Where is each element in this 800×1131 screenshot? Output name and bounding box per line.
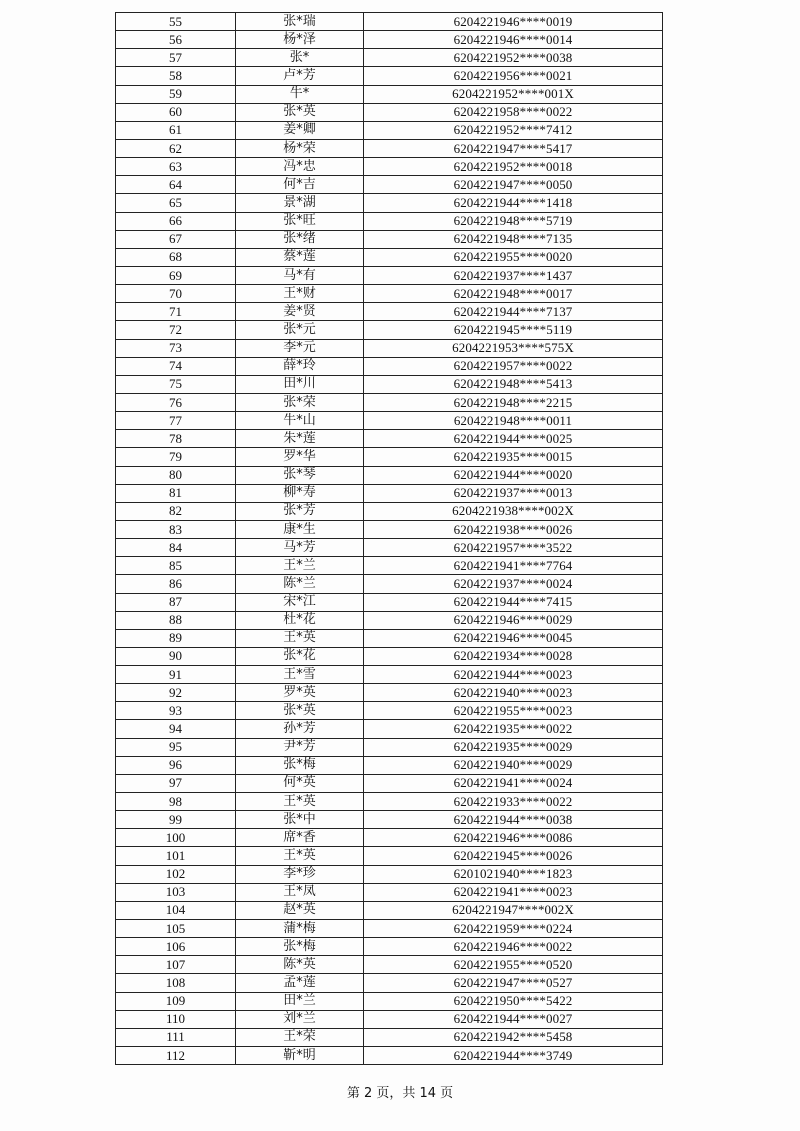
- row-number-cell: 62: [116, 139, 236, 157]
- name-cell: 王*英: [236, 847, 364, 865]
- table-row: [116, 883, 663, 901]
- row-number-cell: 93: [116, 702, 236, 720]
- table-row: [116, 448, 663, 466]
- id-number-cell: 6204221942****5458: [364, 1028, 663, 1046]
- row-number-cell: 60: [116, 103, 236, 121]
- table-row: [116, 738, 663, 756]
- row-number-cell: 98: [116, 793, 236, 811]
- table-row: [116, 593, 663, 611]
- name-cell: 尹*芳: [236, 738, 364, 756]
- name-cell: 王*英: [236, 629, 364, 647]
- row-number-cell: 75: [116, 375, 236, 393]
- id-number-cell: 6204221933****0022: [364, 793, 663, 811]
- id-number-cell: 6204221948****2215: [364, 393, 663, 411]
- table-row: [116, 1047, 663, 1065]
- name-cell: 牛*山: [236, 412, 364, 430]
- row-number-cell: 59: [116, 85, 236, 103]
- name-cell: 王*兰: [236, 557, 364, 575]
- name-cell: 田*兰: [236, 992, 364, 1010]
- name-cell: 张*芳: [236, 502, 364, 520]
- row-number-cell: 64: [116, 176, 236, 194]
- name-cell: 杨*荣: [236, 139, 364, 157]
- row-number-cell: 105: [116, 920, 236, 938]
- name-cell: 杨*泽: [236, 31, 364, 49]
- table-row: [116, 502, 663, 520]
- name-cell: 李*珍: [236, 865, 364, 883]
- id-number-cell: 6204221953****575X: [364, 339, 663, 357]
- table-row: [116, 67, 663, 85]
- id-number-cell: 6204221947****0050: [364, 176, 663, 194]
- name-cell: 景*湖: [236, 194, 364, 212]
- row-number-cell: 99: [116, 811, 236, 829]
- id-number-cell: 6204221941****0023: [364, 883, 663, 901]
- row-number-cell: 68: [116, 248, 236, 266]
- id-number-cell: 6204221946****0014: [364, 31, 663, 49]
- row-number-cell: 65: [116, 194, 236, 212]
- table-row: [116, 121, 663, 139]
- table-row: [116, 158, 663, 176]
- id-number-cell: 6204221944****1418: [364, 194, 663, 212]
- name-cell: 刘*兰: [236, 1010, 364, 1028]
- table-row: [116, 811, 663, 829]
- row-number-cell: 69: [116, 266, 236, 284]
- table-row: [116, 684, 663, 702]
- id-number-cell: 6204221958****0022: [364, 103, 663, 121]
- name-cell: 冯*忠: [236, 158, 364, 176]
- id-number-cell: 6204221934****0028: [364, 647, 663, 665]
- table-row: [116, 865, 663, 883]
- table-row: [116, 847, 663, 865]
- table-row: [116, 756, 663, 774]
- table-row: [116, 720, 663, 738]
- name-cell: 孙*芳: [236, 720, 364, 738]
- table-row: [116, 575, 663, 593]
- name-cell: 罗*华: [236, 448, 364, 466]
- row-number-cell: 73: [116, 339, 236, 357]
- id-number-cell: 6204221957****0022: [364, 357, 663, 375]
- table-row: [116, 103, 663, 121]
- row-number-cell: 78: [116, 430, 236, 448]
- id-number-cell: 6204221945****5119: [364, 321, 663, 339]
- id-number-cell: 6204221950****5422: [364, 992, 663, 1010]
- id-number-cell: 6204221948****0011: [364, 412, 663, 430]
- table-row: [116, 285, 663, 303]
- id-number-cell: 6204221940****0029: [364, 756, 663, 774]
- row-number-cell: 109: [116, 992, 236, 1010]
- row-number-cell: 82: [116, 502, 236, 520]
- row-number-cell: 103: [116, 883, 236, 901]
- row-number-cell: 74: [116, 357, 236, 375]
- name-cell: 张*英: [236, 103, 364, 121]
- id-number-cell: 6204221946****0045: [364, 629, 663, 647]
- name-cell: 姜*卿: [236, 121, 364, 139]
- name-cell: 王*英: [236, 793, 364, 811]
- id-number-cell: 6204221948****7135: [364, 230, 663, 248]
- id-number-cell: 6204221944****0038: [364, 811, 663, 829]
- table-row: [116, 375, 663, 393]
- row-number-cell: 107: [116, 956, 236, 974]
- id-number-cell: 6204221940****0023: [364, 684, 663, 702]
- id-number-cell: 6204221959****0224: [364, 920, 663, 938]
- name-cell: 马*芳: [236, 539, 364, 557]
- table-row: [116, 230, 663, 248]
- table-row: [116, 13, 663, 31]
- name-cell: 李*元: [236, 339, 364, 357]
- roster-table-body: [116, 13, 663, 1065]
- table-row: [116, 412, 663, 430]
- table-row: [116, 647, 663, 665]
- row-number-cell: 108: [116, 974, 236, 992]
- name-cell: 宋*江: [236, 593, 364, 611]
- row-number-cell: 56: [116, 31, 236, 49]
- table-row: [116, 774, 663, 792]
- row-number-cell: 89: [116, 629, 236, 647]
- table-row: [116, 520, 663, 538]
- name-cell: 朱*莲: [236, 430, 364, 448]
- page-footer: 第 2 页，共 14 页: [346, 1086, 454, 1101]
- name-cell: 马*有: [236, 266, 364, 284]
- row-number-cell: 70: [116, 285, 236, 303]
- table-row: [116, 49, 663, 67]
- name-cell: 席*香: [236, 829, 364, 847]
- row-number-cell: 110: [116, 1010, 236, 1028]
- id-number-cell: 6204221948****5413: [364, 375, 663, 393]
- row-number-cell: 58: [116, 67, 236, 85]
- name-cell: 何*英: [236, 774, 364, 792]
- id-number-cell: 6204221941****7764: [364, 557, 663, 575]
- table-row: [116, 176, 663, 194]
- id-number-cell: 6204221935****0015: [364, 448, 663, 466]
- table-row: [116, 85, 663, 103]
- table-row: [116, 1010, 663, 1028]
- row-number-cell: 80: [116, 466, 236, 484]
- name-cell: 张*花: [236, 647, 364, 665]
- id-number-cell: 6204221944****3749: [364, 1047, 663, 1065]
- row-number-cell: 102: [116, 865, 236, 883]
- name-cell: 张*瑞: [236, 13, 364, 31]
- id-number-cell: 6204221944****7137: [364, 303, 663, 321]
- table-row: [116, 139, 663, 157]
- id-number-cell: 6204221946****0022: [364, 938, 663, 956]
- name-cell: 康*生: [236, 520, 364, 538]
- id-number-cell: 6204221946****0029: [364, 611, 663, 629]
- table-row: [116, 793, 663, 811]
- name-cell: 卢*芳: [236, 67, 364, 85]
- row-number-cell: 87: [116, 593, 236, 611]
- name-cell: 陈*英: [236, 956, 364, 974]
- name-cell: 张*: [236, 49, 364, 67]
- name-cell: 田*川: [236, 375, 364, 393]
- id-number-cell: 6204221955****0023: [364, 702, 663, 720]
- row-number-cell: 112: [116, 1047, 236, 1065]
- table-row: [116, 938, 663, 956]
- id-number-cell: 6204221947****5417: [364, 139, 663, 157]
- row-number-cell: 97: [116, 774, 236, 792]
- row-number-cell: 101: [116, 847, 236, 865]
- id-number-cell: 6204221946****0019: [364, 13, 663, 31]
- id-number-cell: 6204221938****002X: [364, 502, 663, 520]
- table-row: [116, 974, 663, 992]
- id-number-cell: 6204221955****0020: [364, 248, 663, 266]
- id-number-cell: 6204221944****0027: [364, 1010, 663, 1028]
- table-row: [116, 321, 663, 339]
- table-row: [116, 248, 663, 266]
- table-row: [116, 194, 663, 212]
- name-cell: 蔡*莲: [236, 248, 364, 266]
- id-number-cell: 6204221935****0029: [364, 738, 663, 756]
- name-cell: 蒲*梅: [236, 920, 364, 938]
- name-cell: 王*凤: [236, 883, 364, 901]
- row-number-cell: 92: [116, 684, 236, 702]
- table-row: [116, 557, 663, 575]
- name-cell: 张*荣: [236, 393, 364, 411]
- name-cell: 靳*明: [236, 1047, 364, 1065]
- id-number-cell: 6204221944****0020: [364, 466, 663, 484]
- row-number-cell: 88: [116, 611, 236, 629]
- id-number-cell: 6204221938****0026: [364, 520, 663, 538]
- table-row: [116, 920, 663, 938]
- id-number-cell: 6204221952****0018: [364, 158, 663, 176]
- id-number-cell: 6204221948****0017: [364, 285, 663, 303]
- name-cell: 张*旺: [236, 212, 364, 230]
- id-number-cell: 6204221956****0021: [364, 67, 663, 85]
- name-cell: 何*吉: [236, 176, 364, 194]
- table-row: [116, 1028, 663, 1046]
- row-number-cell: 90: [116, 647, 236, 665]
- row-number-cell: 71: [116, 303, 236, 321]
- id-number-cell: 6204221935****0022: [364, 720, 663, 738]
- row-number-cell: 79: [116, 448, 236, 466]
- id-number-cell: 6204221947****0527: [364, 974, 663, 992]
- name-cell: 张*绪: [236, 230, 364, 248]
- table-row: [116, 430, 663, 448]
- table-row: [116, 393, 663, 411]
- table-row: [116, 901, 663, 919]
- name-cell: 孟*莲: [236, 974, 364, 992]
- id-number-cell: 6204221944****7415: [364, 593, 663, 611]
- name-cell: 杜*花: [236, 611, 364, 629]
- table-row: [116, 466, 663, 484]
- id-number-cell: 6201021940****1823: [364, 865, 663, 883]
- row-number-cell: 86: [116, 575, 236, 593]
- id-number-cell: 6204221952****001X: [364, 85, 663, 103]
- table-row: [116, 339, 663, 357]
- row-number-cell: 91: [116, 666, 236, 684]
- row-number-cell: 111: [116, 1028, 236, 1046]
- name-cell: 张*英: [236, 702, 364, 720]
- table-row: [116, 266, 663, 284]
- id-number-cell: 6204221945****0026: [364, 847, 663, 865]
- row-number-cell: 63: [116, 158, 236, 176]
- table-row: [116, 212, 663, 230]
- row-number-cell: 77: [116, 412, 236, 430]
- id-number-cell: 6204221937****0013: [364, 484, 663, 502]
- id-number-cell: 6204221955****0520: [364, 956, 663, 974]
- id-number-cell: 6204221941****0024: [364, 774, 663, 792]
- row-number-cell: 55: [116, 13, 236, 31]
- name-cell: 赵*英: [236, 901, 364, 919]
- row-number-cell: 67: [116, 230, 236, 248]
- name-cell: 王*财: [236, 285, 364, 303]
- table-row: [116, 539, 663, 557]
- id-number-cell: 6204221947****002X: [364, 901, 663, 919]
- name-cell: 牛*: [236, 85, 364, 103]
- name-cell: 王*雪: [236, 666, 364, 684]
- name-cell: 张*元: [236, 321, 364, 339]
- table-row: [116, 611, 663, 629]
- row-number-cell: 83: [116, 520, 236, 538]
- table-row: [116, 666, 663, 684]
- row-number-cell: 100: [116, 829, 236, 847]
- table-row: [116, 992, 663, 1010]
- id-number-cell: 6204221952****0038: [364, 49, 663, 67]
- row-number-cell: 84: [116, 539, 236, 557]
- row-number-cell: 76: [116, 393, 236, 411]
- name-cell: 张*梅: [236, 756, 364, 774]
- row-number-cell: 96: [116, 756, 236, 774]
- id-number-cell: 6204221957****3522: [364, 539, 663, 557]
- table-row: [116, 303, 663, 321]
- row-number-cell: 72: [116, 321, 236, 339]
- row-number-cell: 57: [116, 49, 236, 67]
- row-number-cell: 95: [116, 738, 236, 756]
- table-row: [116, 629, 663, 647]
- table-row: [116, 956, 663, 974]
- table-row: [116, 829, 663, 847]
- name-cell: 陈*兰: [236, 575, 364, 593]
- name-cell: 薛*玲: [236, 357, 364, 375]
- table-row: [116, 357, 663, 375]
- name-cell: 柳*寿: [236, 484, 364, 502]
- row-number-cell: 104: [116, 901, 236, 919]
- row-number-cell: 94: [116, 720, 236, 738]
- id-number-cell: 6204221937****0024: [364, 575, 663, 593]
- name-cell: 张*梅: [236, 938, 364, 956]
- name-cell: 张*中: [236, 811, 364, 829]
- id-number-cell: 6204221952****7412: [364, 121, 663, 139]
- roster-table: [115, 12, 663, 1065]
- id-number-cell: 6204221944****0023: [364, 666, 663, 684]
- name-cell: 姜*贤: [236, 303, 364, 321]
- id-number-cell: 6204221937****1437: [364, 266, 663, 284]
- id-number-cell: 6204221948****5719: [364, 212, 663, 230]
- table-row: [116, 702, 663, 720]
- name-cell: 王*荣: [236, 1028, 364, 1046]
- table-row: [116, 31, 663, 49]
- row-number-cell: 66: [116, 212, 236, 230]
- name-cell: 张*琴: [236, 466, 364, 484]
- id-number-cell: 6204221944****0025: [364, 430, 663, 448]
- row-number-cell: 106: [116, 938, 236, 956]
- name-cell: 罗*英: [236, 684, 364, 702]
- id-number-cell: 6204221946****0086: [364, 829, 663, 847]
- table-row: [116, 484, 663, 502]
- row-number-cell: 85: [116, 557, 236, 575]
- row-number-cell: 81: [116, 484, 236, 502]
- row-number-cell: 61: [116, 121, 236, 139]
